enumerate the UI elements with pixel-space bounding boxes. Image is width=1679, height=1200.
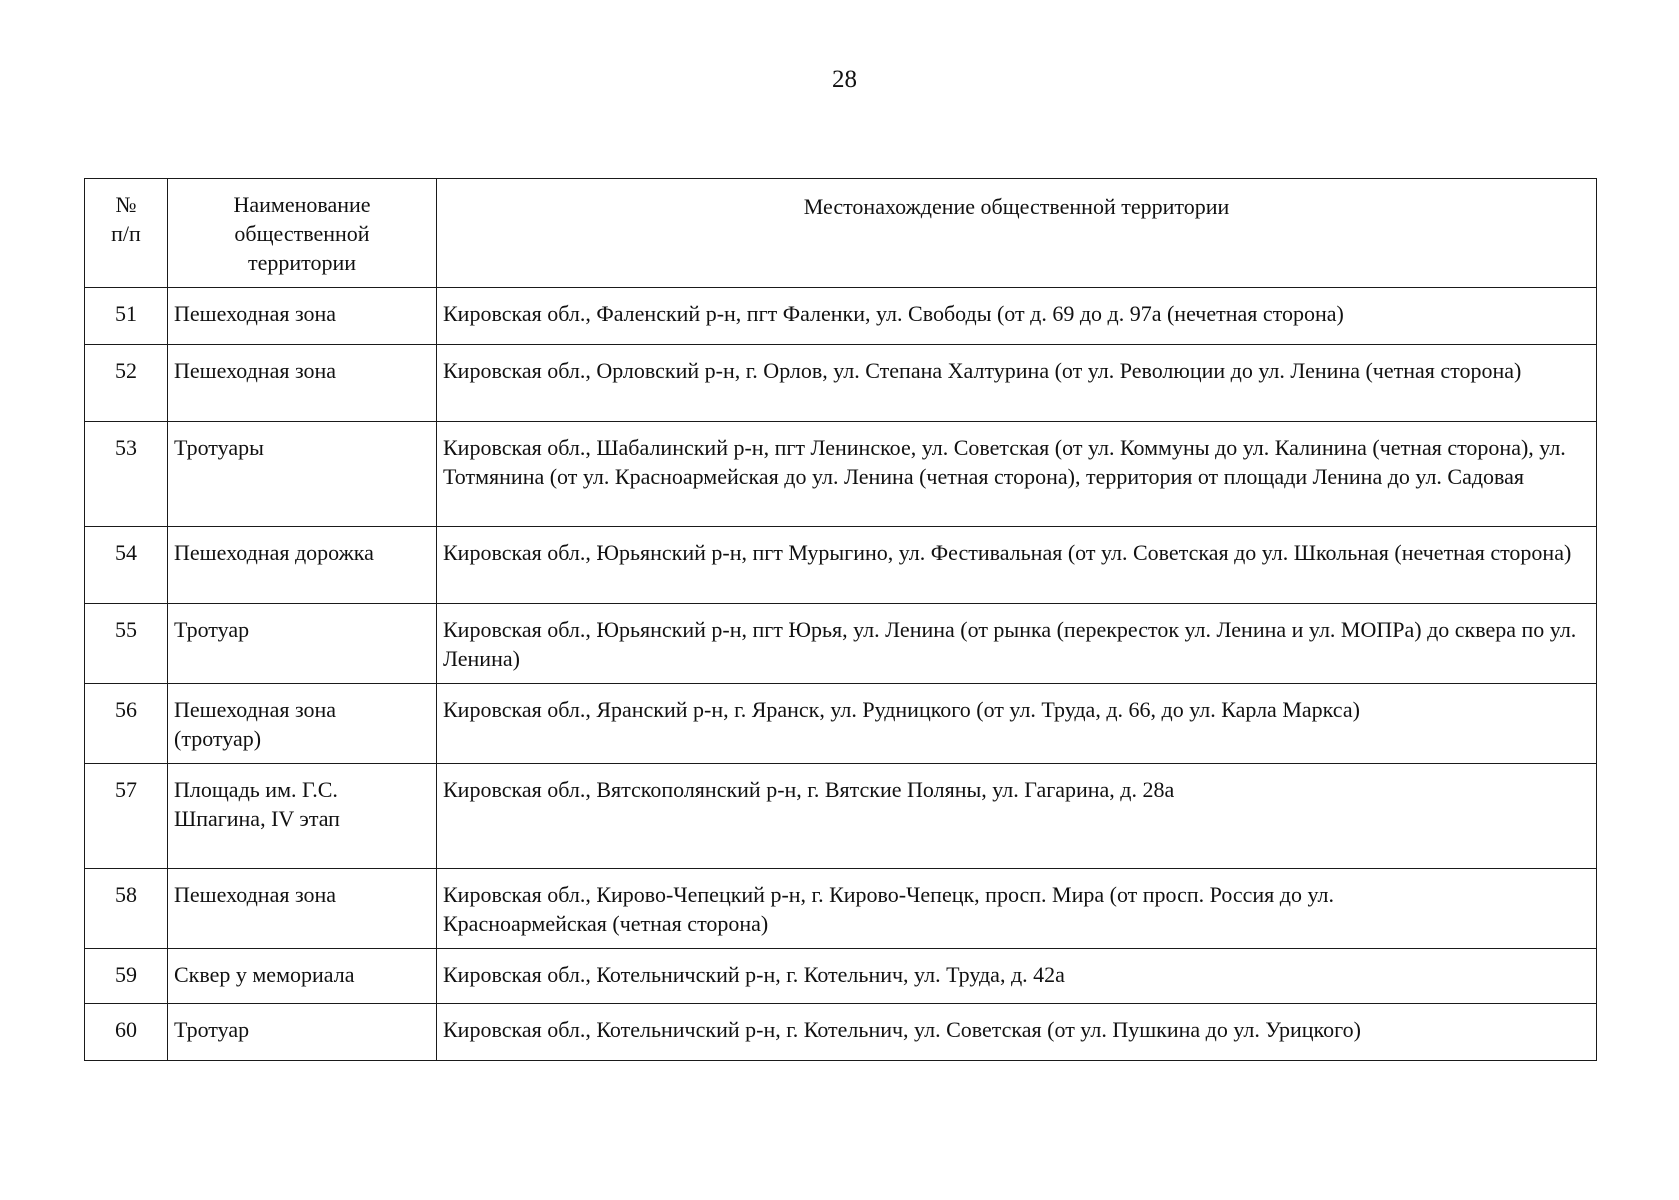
page-number [0,66,1679,94]
row-num: 53 [85,422,168,527]
table-header [85,179,1597,288]
row-num: 60 [85,1004,168,1061]
table-row [85,684,1597,764]
row-num: 55 [85,604,168,684]
row-location: Кировская обл., Орловский р-н, г. Орлов, ул. Степана Халтурина (от ул. Революции до ул. Ленина (четная сторона) [437,345,1597,422]
row-location: Кировская обл., Шабалинский р-н, пгт Ленинское, ул. Советская (от ул. Коммуны до ул. Калинина (четная сторона), ул. Тотмянина (от ул. Красноармейская до ул. Ленина (четная сторона), территория от площади Ленина до ул. Садовая [437,422,1597,527]
table-row [85,1004,1597,1061]
row-name: Сквер у мемориала [168,949,437,1004]
header-name [168,179,437,288]
table-body [85,288,1597,1061]
row-location-text: Кировская обл., Кирово-Чепецкий р-н, г. Кирово-Чепецк, просп. Мира (от просп. Россия до ул. Красноармейская (четная сторона) [443,882,1334,936]
row-name-text: Пешеходная зона (тротуар) [174,697,337,751]
table-row [85,527,1597,604]
row-num: 56 [85,684,168,764]
table-row [85,764,1597,869]
table-row [85,422,1597,527]
territories-table [84,178,1597,1061]
row-name [168,684,437,764]
row-name: Пешеходная зона [168,869,437,949]
row-location: Кировская обл., Котельничский р-н, г. Котельнич, ул. Советская (от ул. Пушкина до ул. Урицкого) [437,1004,1597,1061]
header-name-text: Наименование общественной территории [233,192,371,275]
row-location: Кировская обл., Яранский р-н, г. Яранск, ул. Рудницкого (от ул. Труда, д. 66, до ул. Карла Маркса) [437,684,1597,764]
header-location [437,179,1597,288]
row-location: Кировская обл., Вятскополянский р-н, г. Вятские Поляны, ул. Гагарина, д. 28а [437,764,1597,869]
header-num-text: № п/п [111,192,141,246]
row-name-text: Площадь им. Г.С. Шпагина, IV этап [174,777,340,831]
row-name: Тротуар [168,1004,437,1061]
row-name [168,764,437,869]
table-row [85,345,1597,422]
row-name: Тротуар [168,604,437,684]
row-location [437,869,1597,949]
row-location: Кировская обл., Юрьянский р-н, пгт Мурыгино, ул. Фестивальная (от ул. Советская до ул. Школьная (нечетная сторона) [437,527,1597,604]
row-location: Кировская обл., Фаленский р-н, пгт Фаленки, ул. Свободы (от д. 69 до д. 97а (нечетная сторона) [437,288,1597,345]
row-num: 57 [85,764,168,869]
table-row [85,949,1597,1004]
row-name: Пешеходная дорожка [168,527,437,604]
row-location: Кировская обл., Юрьянский р-н, пгт Юрья, ул. Ленина (от рынка (перекресток ул. Ленина и ул. МОПРа) до сквера по ул. Ленина) [437,604,1597,684]
row-name: Пешеходная зона [168,345,437,422]
header-num [85,179,168,288]
page-number-text: 28 [832,66,857,93]
table-row [85,288,1597,345]
row-name: Пешеходная зона [168,288,437,345]
table-row [85,604,1597,684]
row-num: 58 [85,869,168,949]
header-location-text: Местонахождение общественной территории [803,194,1230,219]
row-name: Тротуары [168,422,437,527]
row-num: 51 [85,288,168,345]
table-row [85,869,1597,949]
row-num: 52 [85,345,168,422]
row-location: Кировская обл., Котельничский р-н, г. Котельнич, ул. Труда, д. 42а [437,949,1597,1004]
row-num: 54 [85,527,168,604]
row-num: 59 [85,949,168,1004]
